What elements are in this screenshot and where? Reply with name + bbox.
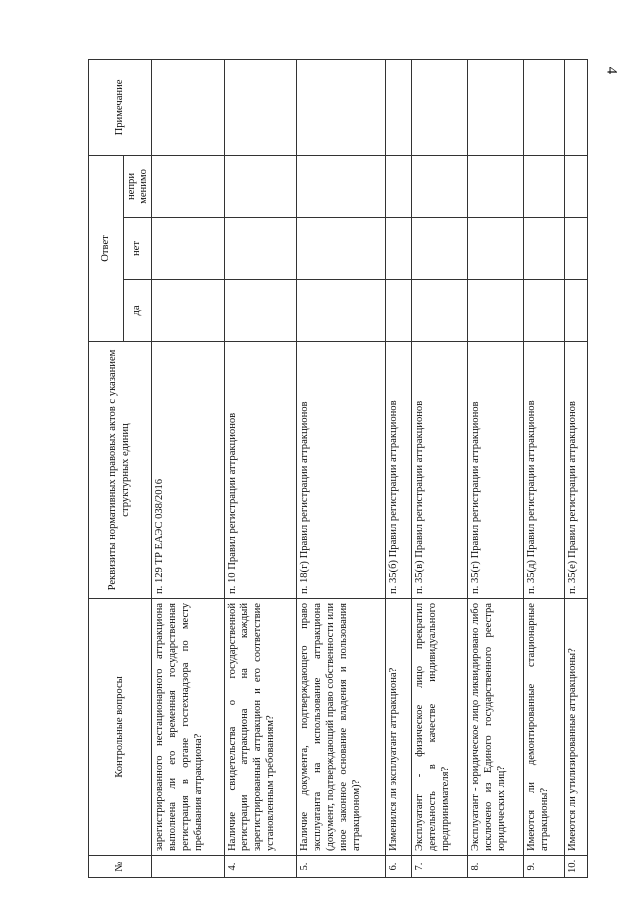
header-note: Примечание: [89, 59, 152, 155]
row-reference: п. 35(г) Правил регистрации аттракционов: [468, 342, 524, 599]
header-question: Контрольные вопросы: [89, 599, 152, 856]
answer-no-cell[interactable]: [296, 218, 385, 280]
table-row: [565, 59, 588, 877]
table-row: [385, 59, 412, 877]
checklist-table: [88, 59, 588, 878]
row-question: Наличие свидетельства о государственной регистрации аттракциона на каждый зарегистрированный аттракцион и его соответствие установленным требованиям?: [224, 599, 296, 856]
header-no: нет: [124, 218, 152, 280]
row-number: 7.: [412, 856, 468, 878]
header-yes: да: [124, 280, 152, 342]
note-cell[interactable]: [468, 59, 524, 155]
answer-na-cell[interactable]: [523, 155, 564, 217]
row-reference: п. 35(е) Правил регистрации аттракционов: [565, 342, 588, 599]
row-reference: п. 35(б) Правил регистрации аттракционов: [385, 342, 412, 599]
answer-na-cell[interactable]: [565, 155, 588, 217]
answer-no-cell[interactable]: [412, 218, 468, 280]
answer-yes-cell[interactable]: [296, 280, 385, 342]
row-number: 10.: [565, 856, 588, 878]
answer-na-cell[interactable]: [385, 155, 412, 217]
row-question: зарегистрированного нестационарного аттракциона выполнена ли его временная государственная регистрация в органе гостехнадзора по месту пребывания аттракциона?: [152, 599, 224, 856]
answer-yes-cell[interactable]: [565, 280, 588, 342]
answer-yes-cell[interactable]: [412, 280, 468, 342]
table-row: [296, 59, 385, 877]
row-reference: п. 35(д) Правил регистрации аттракционов: [523, 342, 564, 599]
note-cell[interactable]: [152, 59, 224, 155]
answer-no-cell[interactable]: [224, 218, 296, 280]
note-cell[interactable]: [523, 59, 564, 155]
note-cell[interactable]: [224, 59, 296, 155]
row-number: 9.: [523, 856, 564, 878]
row-question: Эксплуатант - юридическое лицо ликвидировано либо исключено из Единого государственного реестра юридических лиц?: [468, 599, 524, 856]
row-number: 4.: [224, 856, 296, 878]
table-row: [152, 59, 224, 877]
row-number: 8.: [468, 856, 524, 878]
answer-na-cell[interactable]: [152, 155, 224, 217]
answer-na-cell[interactable]: [296, 155, 385, 217]
note-cell[interactable]: [412, 59, 468, 155]
answer-na-cell[interactable]: [224, 155, 296, 217]
note-cell[interactable]: [385, 59, 412, 155]
header-reference: Реквизиты нормативных правовых актов с указанием структурных единиц: [89, 342, 152, 599]
table-row: [224, 59, 296, 877]
answer-na-cell[interactable]: [468, 155, 524, 217]
answer-no-cell[interactable]: [523, 218, 564, 280]
row-question: Изменился ли эксплуатант аттракциона?: [385, 599, 412, 856]
note-cell[interactable]: [565, 59, 588, 155]
row-number: [152, 856, 224, 878]
row-reference: п. 35(в) Правил регистрации аттракционов: [412, 342, 468, 599]
answer-no-cell[interactable]: [385, 218, 412, 280]
answer-no-cell[interactable]: [565, 218, 588, 280]
row-question: Наличие документа, подтверждающего право эксплуатанта на использование аттракциона (документ, подтверждающий право собственности или иное законное основание владения и пользования аттракционом)?: [296, 599, 385, 856]
answer-no-cell[interactable]: [152, 218, 224, 280]
answer-yes-cell[interactable]: [152, 280, 224, 342]
row-number: 5.: [296, 856, 385, 878]
row-reference: п. 129 ТР ЕАЭС 038/2016: [152, 342, 224, 599]
header-num: №: [89, 856, 152, 878]
note-cell[interactable]: [296, 59, 385, 155]
table-row: [468, 59, 524, 877]
answer-no-cell[interactable]: [468, 218, 524, 280]
page-number: 4: [603, 66, 620, 75]
header-answer: Ответ: [89, 155, 124, 341]
answer-yes-cell[interactable]: [468, 280, 524, 342]
header-not-applicable: непри менимо: [124, 155, 152, 217]
row-number: 6.: [385, 856, 412, 878]
row-reference: п. 10 Правил регистрации аттракционов: [224, 342, 296, 599]
answer-yes-cell[interactable]: [523, 280, 564, 342]
table-row: [412, 59, 468, 877]
answer-na-cell[interactable]: [412, 155, 468, 217]
table-row: [523, 59, 564, 877]
answer-yes-cell[interactable]: [385, 280, 412, 342]
row-question: Имеются ли демонтированные стационарные аттракционы?: [523, 599, 564, 856]
checklist-sheet: [88, 60, 588, 878]
row-reference: п. 18(г) Правил регистрации аттракционов: [296, 342, 385, 599]
row-question: Имеются ли утилизированные аттракционы?: [565, 599, 588, 856]
answer-yes-cell[interactable]: [224, 280, 296, 342]
row-question: Эксплуатант - физическое лицо прекратил деятельность в качестве индивидуального предпринимателя?: [412, 599, 468, 856]
